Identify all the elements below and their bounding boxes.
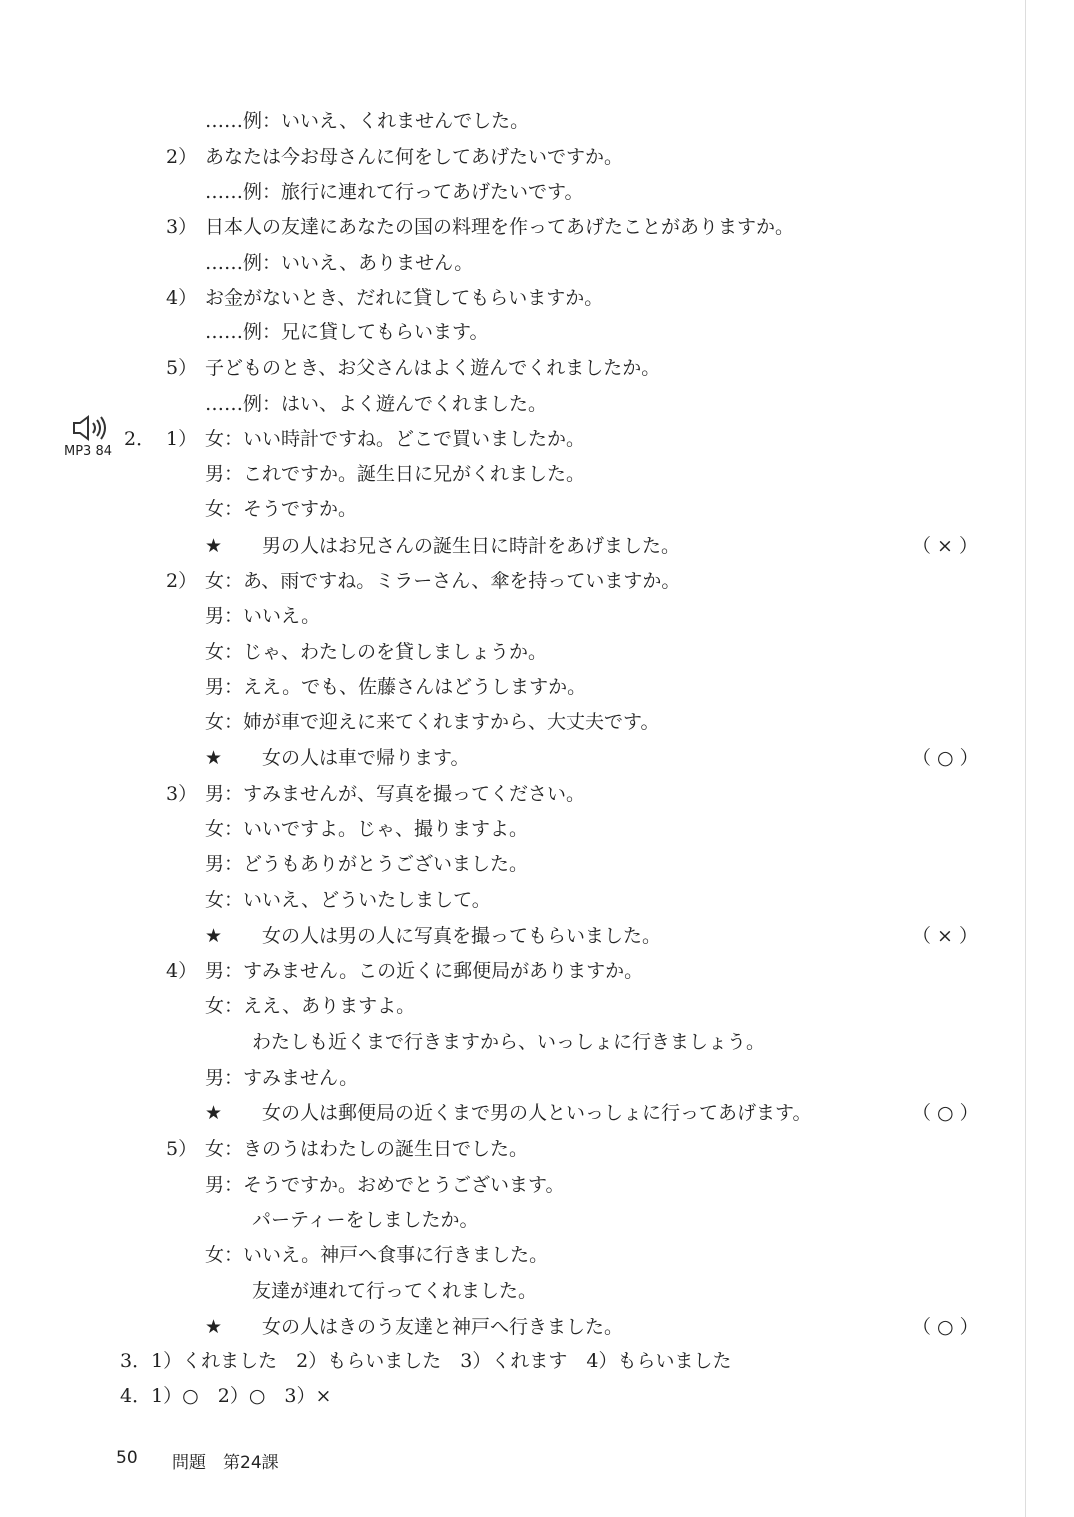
answer-mark: （ ○ ） <box>912 1102 979 1124</box>
statement-text: 女の人は車で帰ります。 <box>262 747 470 769</box>
statement-text: 男の人はお兄さんの誕生日に時計をあげました。 <box>262 535 681 557</box>
example-answer: ……例：はい、よく遊んでくれました。 <box>205 393 548 415</box>
page-footer-title: 問題 第24課 <box>172 1453 279 1473</box>
star-icon: ★ <box>205 925 223 947</box>
dialogue-line: 女：きのうはわたしの誕生日でした。 <box>205 1138 529 1160</box>
speaker-icon <box>72 414 112 442</box>
dialogue-line: 女：いいえ、どういたしまして。 <box>205 889 491 911</box>
star-icon: ★ <box>205 1316 223 1338</box>
dialogue-line: 男：すみません。この近くに郵便局がありますか。 <box>205 960 644 982</box>
item-number: 3） <box>166 783 198 805</box>
dialogue-line: 女：いいですよ。じゃ、撮りますよ。 <box>205 818 529 840</box>
item-number: 5） <box>166 1138 198 1160</box>
question-text: 子どものとき、お父さんはよく遊んでくれましたか。 <box>205 357 661 379</box>
answers-section-3: 3．1）くれました 2）もらいました 3）くれます 4）もらいました <box>120 1350 732 1372</box>
page-number: 50 <box>116 1448 138 1468</box>
answer-mark: （ ○ ） <box>912 1316 979 1338</box>
dialogue-line: 男：ええ。でも、佐藤さんはどうしますか。 <box>205 676 587 698</box>
dialogue-line: 女：いいえ。神戸へ食事に行きました。 <box>205 1244 549 1266</box>
question-text: お金がないとき、だれに貸してもらいますか。 <box>205 287 604 309</box>
dialogue-line: 女：姉が車で迎えに来てくれますから、大丈夫です。 <box>205 711 660 733</box>
mp3-track-label: MP3 84 <box>64 444 113 459</box>
item-number: 2） <box>166 570 198 592</box>
example-answer: ……例：いいえ、ありません。 <box>205 252 474 274</box>
page-edge-divider <box>1025 0 1026 1517</box>
dialogue-line: 友達が連れて行ってくれました。 <box>252 1280 538 1302</box>
star-icon: ★ <box>205 1102 223 1124</box>
dialogue-line: 女：じゃ、わたしのを貸しましょうか。 <box>205 641 548 663</box>
dialogue-line: 男：いいえ。 <box>205 605 321 627</box>
example-answer: ……例：兄に貸してもらいます。 <box>205 321 489 343</box>
example-answer: ……例：旅行に連れて行ってあげたいです。 <box>205 181 584 203</box>
example-answer: ……例：いいえ、くれませんでした。 <box>205 110 530 132</box>
dialogue-line: 男：すみませんが、写真を撮ってください。 <box>205 783 586 805</box>
dialogue-line: 女：ええ、ありますよ。 <box>205 995 416 1017</box>
answer-mark: （ × ） <box>912 925 978 947</box>
dialogue-line: 女：そうですか。 <box>205 498 358 520</box>
question-number: 2） <box>166 146 198 168</box>
statement-text: 女の人は郵便局の近くまで男の人といっしょに行ってあげます。 <box>262 1102 812 1124</box>
answer-mark: （ ○ ） <box>912 747 979 769</box>
question-number: 3） <box>166 216 198 238</box>
question-number: 5） <box>166 357 198 379</box>
question-number: 4） <box>166 287 198 309</box>
dialogue-line: パーティーをしましたか。 <box>252 1209 479 1231</box>
answer-mark: （ × ） <box>912 535 978 557</box>
statement-text: 女の人は男の人に写真を撮ってもらいました。 <box>262 925 662 947</box>
question-text: 日本人の友達にあなたの国の料理を作ってあげたことがありますか。 <box>205 216 795 238</box>
answers-section-4: 4．1）○ 2）○ 3）× <box>120 1385 332 1407</box>
statement-text: 女の人はきのう友達と神戸へ行きました。 <box>262 1316 624 1338</box>
item-number: 4） <box>166 960 198 982</box>
item-number: 1） <box>166 428 198 450</box>
dialogue-line: 男：そうですか。おめでとうございます。 <box>205 1174 565 1196</box>
dialogue-line: 男：すみません。 <box>205 1067 359 1089</box>
section-number: 2． <box>124 428 156 450</box>
star-icon: ★ <box>205 535 223 557</box>
dialogue-line: 女：いい時計ですね。どこで買いましたか。 <box>205 428 586 450</box>
dialogue-line: わたしも近くまで行きますから、いっしょに行きましょう。 <box>252 1031 766 1053</box>
dialogue-line: 女：あ、雨ですね。ミラーさん、傘を持っていますか。 <box>205 570 681 592</box>
question-text: あなたは今お母さんに何をしてあげたいですか。 <box>205 146 624 168</box>
star-icon: ★ <box>205 747 223 769</box>
dialogue-line: 男：これですか。誕生日に兄がくれました。 <box>205 463 586 485</box>
dialogue-line: 男：どうもありがとうございました。 <box>205 853 529 875</box>
